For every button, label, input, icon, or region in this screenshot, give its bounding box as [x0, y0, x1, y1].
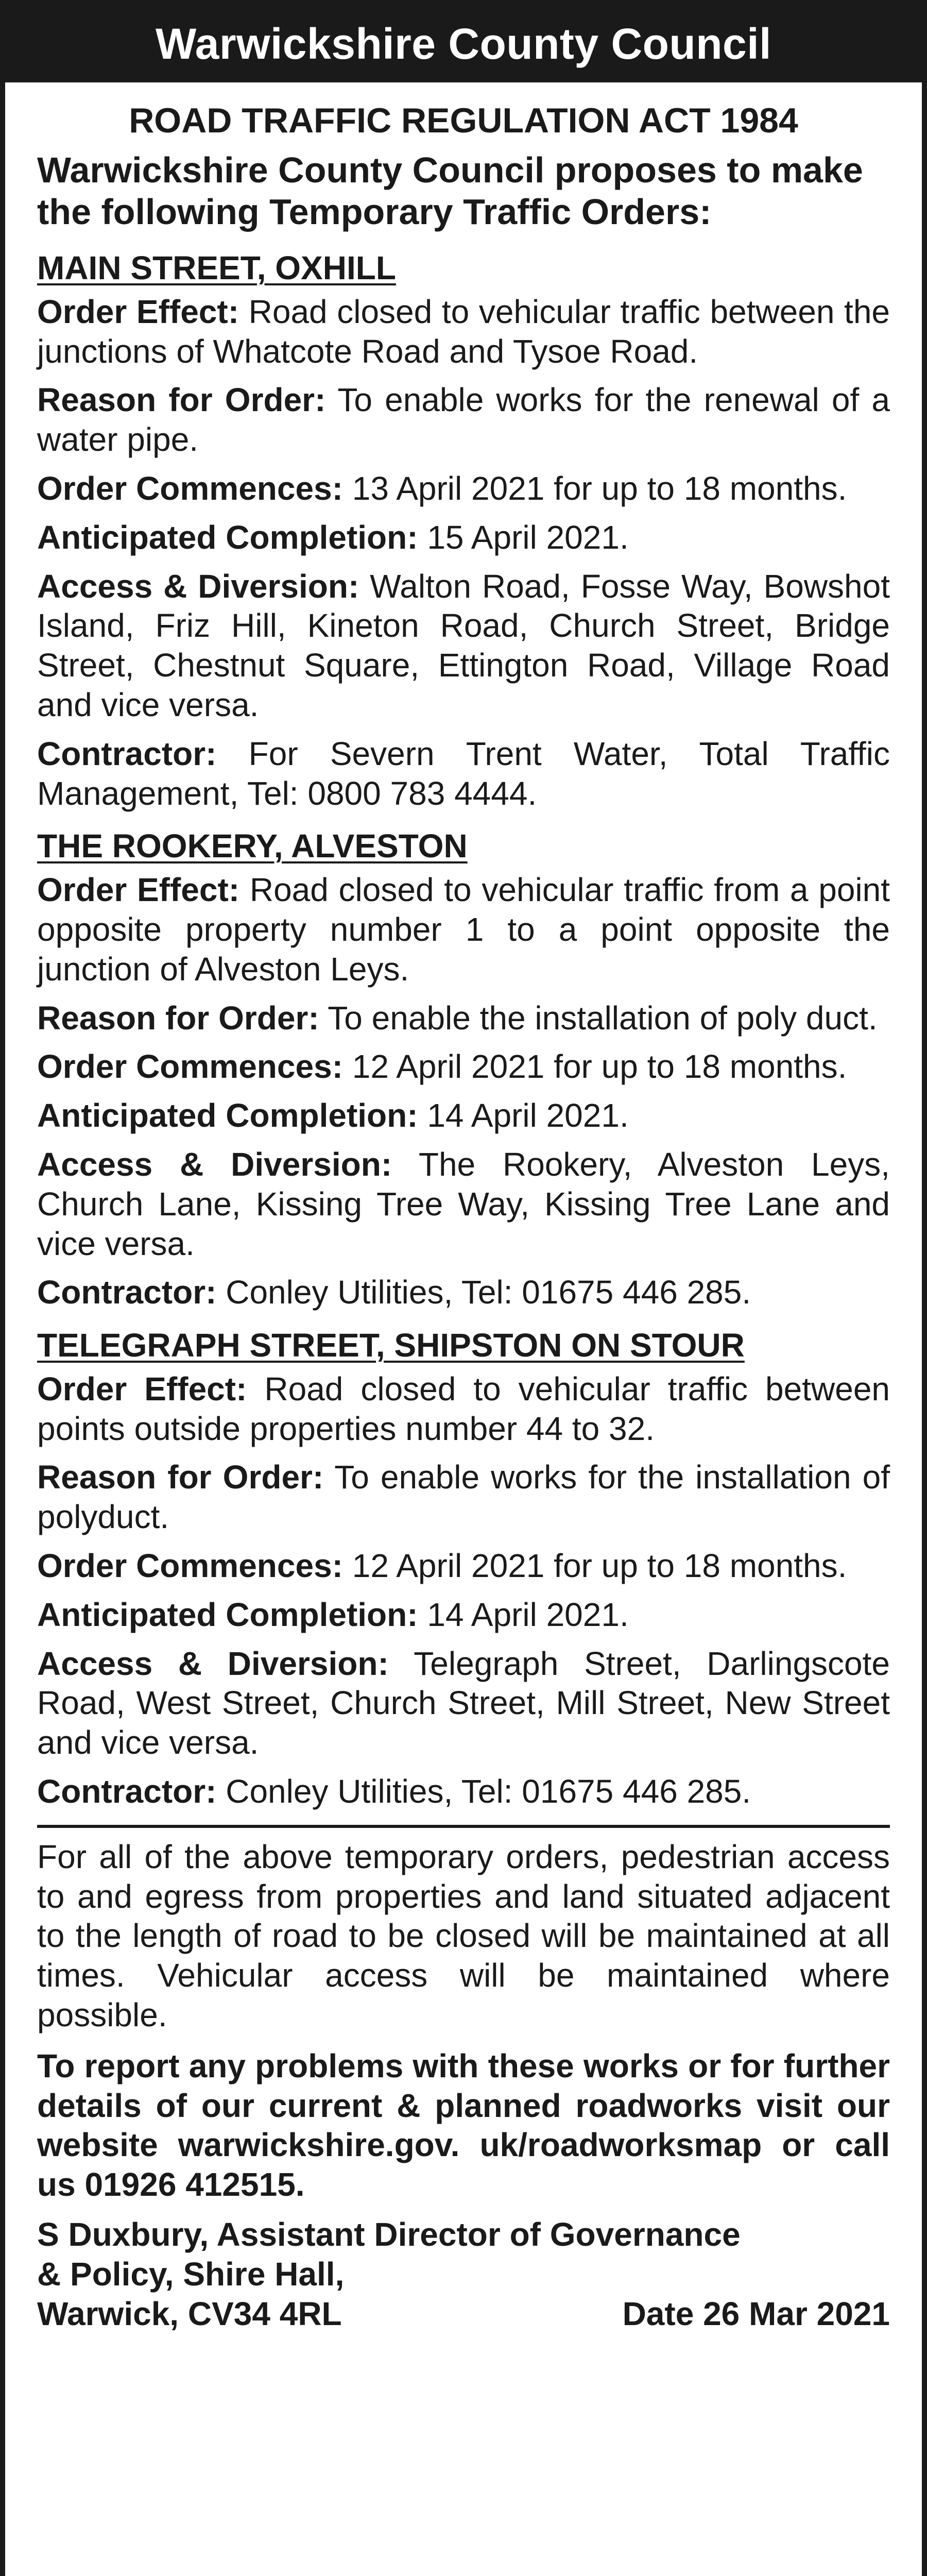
access-diversion: [37, 567, 890, 725]
report-problems-text: To report any problems with these works or for further details of our current & planned roadworks visit our website warwickshire.gov. uk/roadworksmap or call us 01926 412515.: [37, 2047, 890, 2204]
contractor-label: Contractor:: [37, 1274, 217, 1311]
order-effect: [37, 870, 890, 989]
access-text: Walton Road, Fosse Way, Bowshot Island, Friz Hill, Kineton Road, Church Street, Bridge Street, Chestnut Square, Ettington Road, Village Road and vice versa.: [37, 567, 890, 723]
reason-label: Reason for Order:: [37, 381, 326, 419]
order-commences: [37, 469, 890, 509]
reason-label: Reason for Order:: [37, 999, 319, 1037]
completion-text: 15 April 2021.: [427, 518, 629, 556]
anticipated-completion: [37, 1595, 890, 1635]
order-section-the-rookery-alveston: [37, 826, 890, 1312]
contractor-text: Conley Utilities, Tel: 01675 446 285.: [226, 1773, 751, 1810]
signature-line-2: & Policy, Shire Hall,: [37, 2255, 345, 2293]
signature-block: [37, 2215, 890, 2333]
order-section-telegraph-street-shipston: [37, 1326, 890, 1811]
anticipated-completion: [37, 518, 890, 557]
signature-address: Warwick, CV34 4RL: [37, 2295, 342, 2332]
completion-text: 14 April 2021.: [427, 1097, 629, 1134]
order-effect: [37, 1369, 890, 1449]
access-diversion: [37, 1145, 890, 1263]
completion-text: 14 April 2021.: [427, 1596, 629, 1633]
order-effect-label: Order Effect:: [37, 1370, 247, 1408]
access-text: The Rookery, Alveston Leys, Church Lane, Kissing Tree Way, Kissing Tree Lane and vice versa.: [37, 1145, 890, 1262]
order-commences: [37, 1047, 890, 1087]
access-diversion: [37, 1644, 890, 1762]
access-label: Access & Diversion:: [37, 1645, 389, 1682]
contractor-text: Conley Utilities, Tel: 01675 446 285.: [226, 1274, 751, 1311]
section-title: THE ROOKERY, ALVESTON: [37, 827, 468, 865]
signature-line-1: S Duxbury, Assistant Director of Governance: [37, 2216, 741, 2253]
intro-text: Warwickshire County Council proposes to make the following Temporary Traffic Orders:: [37, 149, 863, 232]
access-text: Telegraph Street, Darlingscote Road, West Street, Church Street, Mill Street, New Street and vice versa.: [37, 1645, 890, 1761]
signature-line-3-row: [37, 2294, 890, 2334]
order-effect-text: Road closed to vehicular traffic between points outside properties number 44 to 32.: [37, 1370, 890, 1447]
order-effect-label: Order Effect:: [37, 293, 239, 330]
notice-body: [5, 82, 922, 2333]
reason-text: To enable works for the installation of polyduct.: [37, 1459, 890, 1536]
act-title: ROAD TRAFFIC REGULATION ACT 1984: [129, 101, 798, 140]
contractor: [37, 1772, 890, 1811]
section-title: TELEGRAPH STREET, SHIPSTON ON STOUR: [37, 1327, 745, 1364]
divider-line: [37, 1825, 890, 1828]
contractor-label: Contractor:: [37, 735, 217, 772]
completion-label: Anticipated Completion:: [37, 1596, 418, 1633]
order-effect-label: Order Effect:: [37, 871, 240, 909]
order-effect-text: Road closed to vehicular traffic between the junctions of Whatcote Road and Tysoe Road.: [37, 293, 890, 370]
reason-for-order: [37, 380, 890, 460]
reason-text: To enable works for the renewal of a water pipe.: [37, 381, 890, 459]
contractor: [37, 1273, 890, 1312]
notice-date: Date 26 Mar 2021: [622, 2295, 890, 2332]
section-title: MAIN STREET, OXHILL: [37, 249, 396, 286]
completion-label: Anticipated Completion:: [37, 518, 418, 556]
anticipated-completion: [37, 1096, 890, 1136]
commences-text: 12 April 2021 for up to 18 months.: [352, 1547, 847, 1585]
reason-for-order: [37, 998, 890, 1038]
order-effect: [37, 292, 890, 371]
commences-label: Order Commences:: [37, 469, 343, 507]
commences-label: Order Commences:: [37, 1048, 343, 1086]
reason-label: Reason for Order:: [37, 1459, 324, 1496]
pedestrian-access-note: For all of the above temporary orders, pedestrian access to and egress from properties and land situated adjacent to the length of road to be closed will be maintained at all times. Vehicular access will be maintained where possible.: [37, 1838, 890, 2034]
council-title: Warwickshire County Council: [156, 19, 771, 68]
access-label: Access & Diversion:: [37, 567, 359, 605]
commences-text: 12 April 2021 for up to 18 months.: [352, 1048, 847, 1086]
commences-label: Order Commences:: [37, 1547, 343, 1585]
order-commences: [37, 1546, 890, 1586]
commences-text: 13 April 2021 for up to 18 months.: [352, 469, 847, 507]
reason-text: To enable the installation of poly duct.: [328, 999, 878, 1037]
contractor-label: Contractor:: [37, 1773, 217, 1810]
order-section-main-street-oxhill: [37, 248, 890, 813]
contractor-text: For Severn Trent Water, Total Traffic Management, Tel: 0800 783 4444.: [37, 735, 890, 812]
council-header: [5, 5, 922, 82]
completion-label: Anticipated Completion:: [37, 1097, 418, 1134]
reason-for-order: [37, 1458, 890, 1537]
order-effect-text: Road closed to vehicular traffic from a point opposite property number 1 to a point opposite the junction of Alveston Leys.: [37, 871, 890, 988]
contractor: [37, 734, 890, 814]
access-label: Access & Diversion:: [37, 1145, 392, 1183]
